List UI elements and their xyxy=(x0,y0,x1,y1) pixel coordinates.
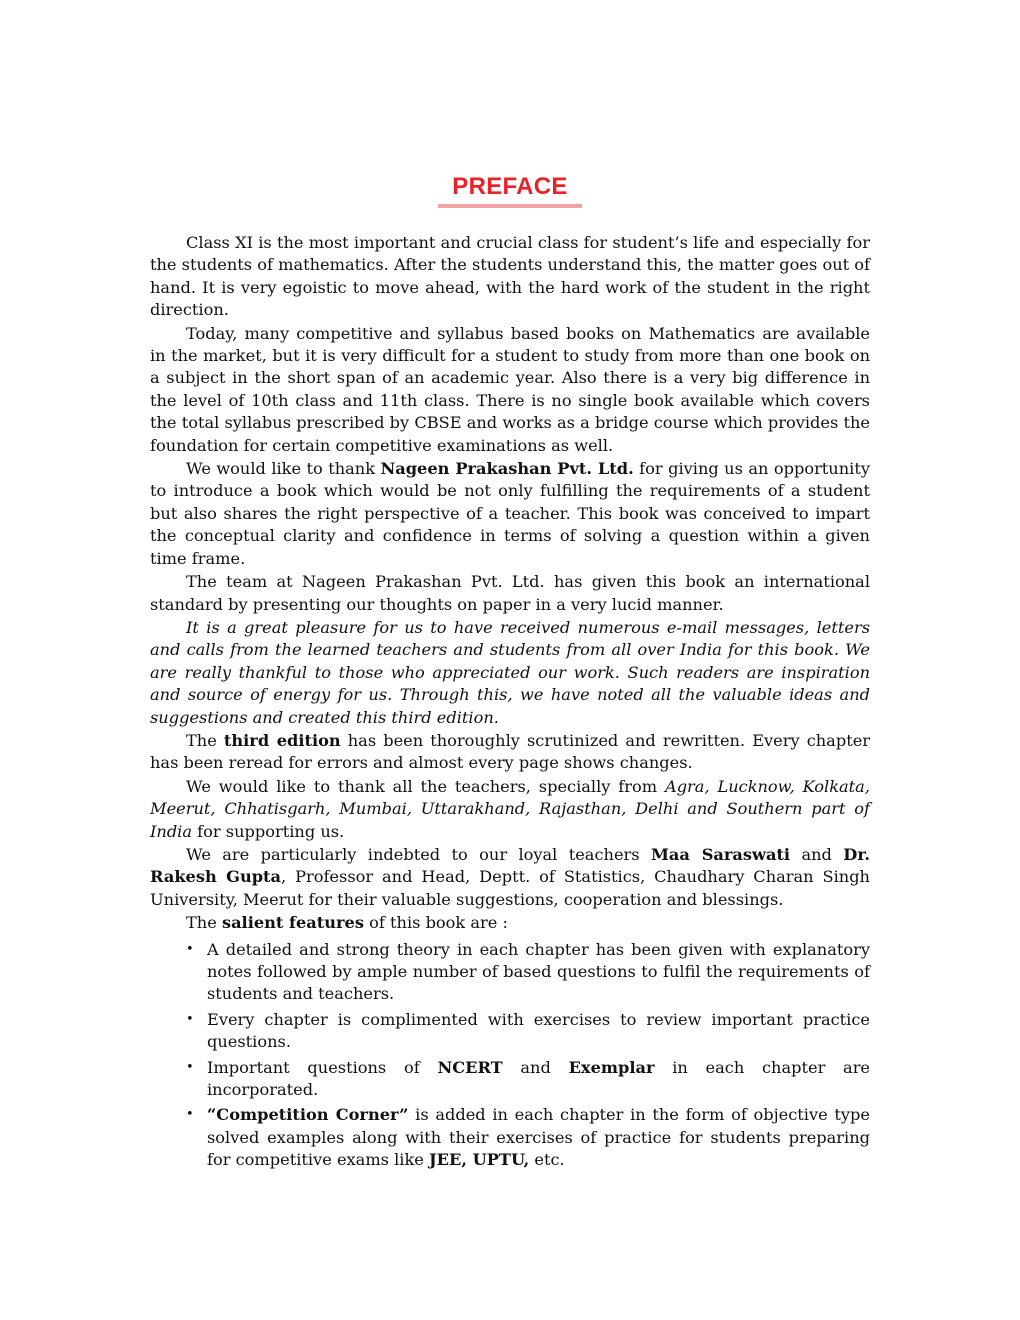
text-fragment: and xyxy=(502,1057,569,1077)
text-fragment: We are particularly indebted to our loyal teachers xyxy=(186,844,651,864)
feature-text: A detailed and strong theory in each chapter has been given with explanatory notes followed by ample number of based questions to fulfil the requirements of students and teachers. xyxy=(207,939,870,1004)
text-fragment: has been thoroughly scrutinized and rewritten. Every chapter has been reread for errors and almost every page shows changes. xyxy=(150,730,871,773)
paragraph-market: Today, many competitive and syllabus based books on Mathematics are available in the market, but it is very difficult for a student to study from more than one book on a subject in the short span of an academic year. Also there is a very big difference in the level of 10th class and 11th class. There is no single book available which covers the total syllabus prescribed by CBSE and works as a bridge course which provides the foundation for certain competitive examinations as well. xyxy=(150,323,870,455)
text-fragment: of this book are : xyxy=(363,913,508,933)
feature-text: Every chapter is complimented with exercises to review important practice questions. xyxy=(207,1009,870,1052)
exemplar-label: Exemplar xyxy=(568,1057,655,1077)
list-item xyxy=(186,1104,870,1171)
teacher-name-1: Maa Saraswati xyxy=(650,844,791,864)
text-fragment: The xyxy=(186,913,222,933)
bullet-icon: • xyxy=(186,1059,194,1075)
preface-page xyxy=(150,172,870,1175)
edition-label: third edition xyxy=(223,730,341,750)
paragraph-thanks-publisher xyxy=(150,458,870,570)
text-fragment: Important questions of xyxy=(207,1057,438,1077)
ncert-label: NCERT xyxy=(437,1057,503,1077)
features-list xyxy=(150,939,870,1172)
text-fragment: We would like to thank xyxy=(186,459,381,479)
text-fragment: The xyxy=(186,730,224,750)
paragraph-team: The team at Nageen Prakashan Pvt. Ltd. has given this book an international standard by presenting our thoughts on paper in a very lucid manner. xyxy=(150,572,870,614)
salient-features-label: salient features xyxy=(221,913,364,933)
title-wrap xyxy=(150,172,870,208)
places-list: Agra, Lucknow, Kolkata, Meerut, Chhatisgarh, Mumbai, Uttarakhand, Rajasthan, Delhi and Southern part of India xyxy=(150,776,870,841)
bullet-icon: • xyxy=(186,941,194,957)
list-item xyxy=(186,1057,870,1102)
text-fragment: and xyxy=(790,844,844,864)
paragraph-features-intro xyxy=(150,912,870,934)
text-fragment: is added in each chapter in the form of objective type solved examples along with their exercises of practice for students preparing for competitive exams like xyxy=(207,1105,870,1170)
paragraph-teachers xyxy=(150,776,870,843)
competition-corner-label: “Competition Corner” xyxy=(207,1105,409,1125)
text-fragment: , Professor and Head, Deptt. of Statistics, Chaudhary Charan Singh University, Meerut for their valuable suggestions, cooperation and blessings. xyxy=(150,867,870,909)
bullet-icon: • xyxy=(186,1107,194,1123)
paragraph-pleasure: It is a great pleasure for us to have received numerous e-mail messages, letters and calls from the learned teachers and students from all over India for this book. We are really thankful to those who appreciated our work. Such readers are inspiration and source of energy for us. Through this, we have noted all the valuable ideas and suggestions and created this third edition. xyxy=(150,617,870,727)
text-fragment: for supporting us. xyxy=(192,821,345,841)
text-fragment: for giving us an opportunity to introduce a book which would be not only fulfilling the requirements of a student but also shares the right perspective of a teacher. This book was conceived to impart the conceptual clarity and confidence in terms of solving a question within a given time frame. xyxy=(150,459,870,568)
paragraph-indebted xyxy=(150,844,870,911)
paragraph-intro: Class XI is the most important and crucial class for student’s life and especially for the students of mathematics. After the students understand this, the matter goes out of hand. It is very egoistic to move ahead, with the hard work of the student in the right direction. xyxy=(150,233,871,320)
text-fragment: We would like to thank all the teachers, specially from xyxy=(186,776,665,796)
text-fragment: in each chapter are incorporated. xyxy=(207,1057,871,1100)
teacher-name-2: Dr. Rakesh Gupta xyxy=(150,844,870,887)
list-item xyxy=(186,939,870,1006)
text-fragment: etc. xyxy=(529,1150,565,1170)
exams-label: JEE, UPTU, xyxy=(429,1150,530,1170)
publisher-name: Nageen Prakashan Pvt. Ltd. xyxy=(380,459,634,479)
page-title: PREFACE xyxy=(438,172,581,208)
list-item xyxy=(186,1009,870,1054)
bullet-icon: • xyxy=(186,1011,194,1027)
paragraph-edition xyxy=(150,730,870,775)
